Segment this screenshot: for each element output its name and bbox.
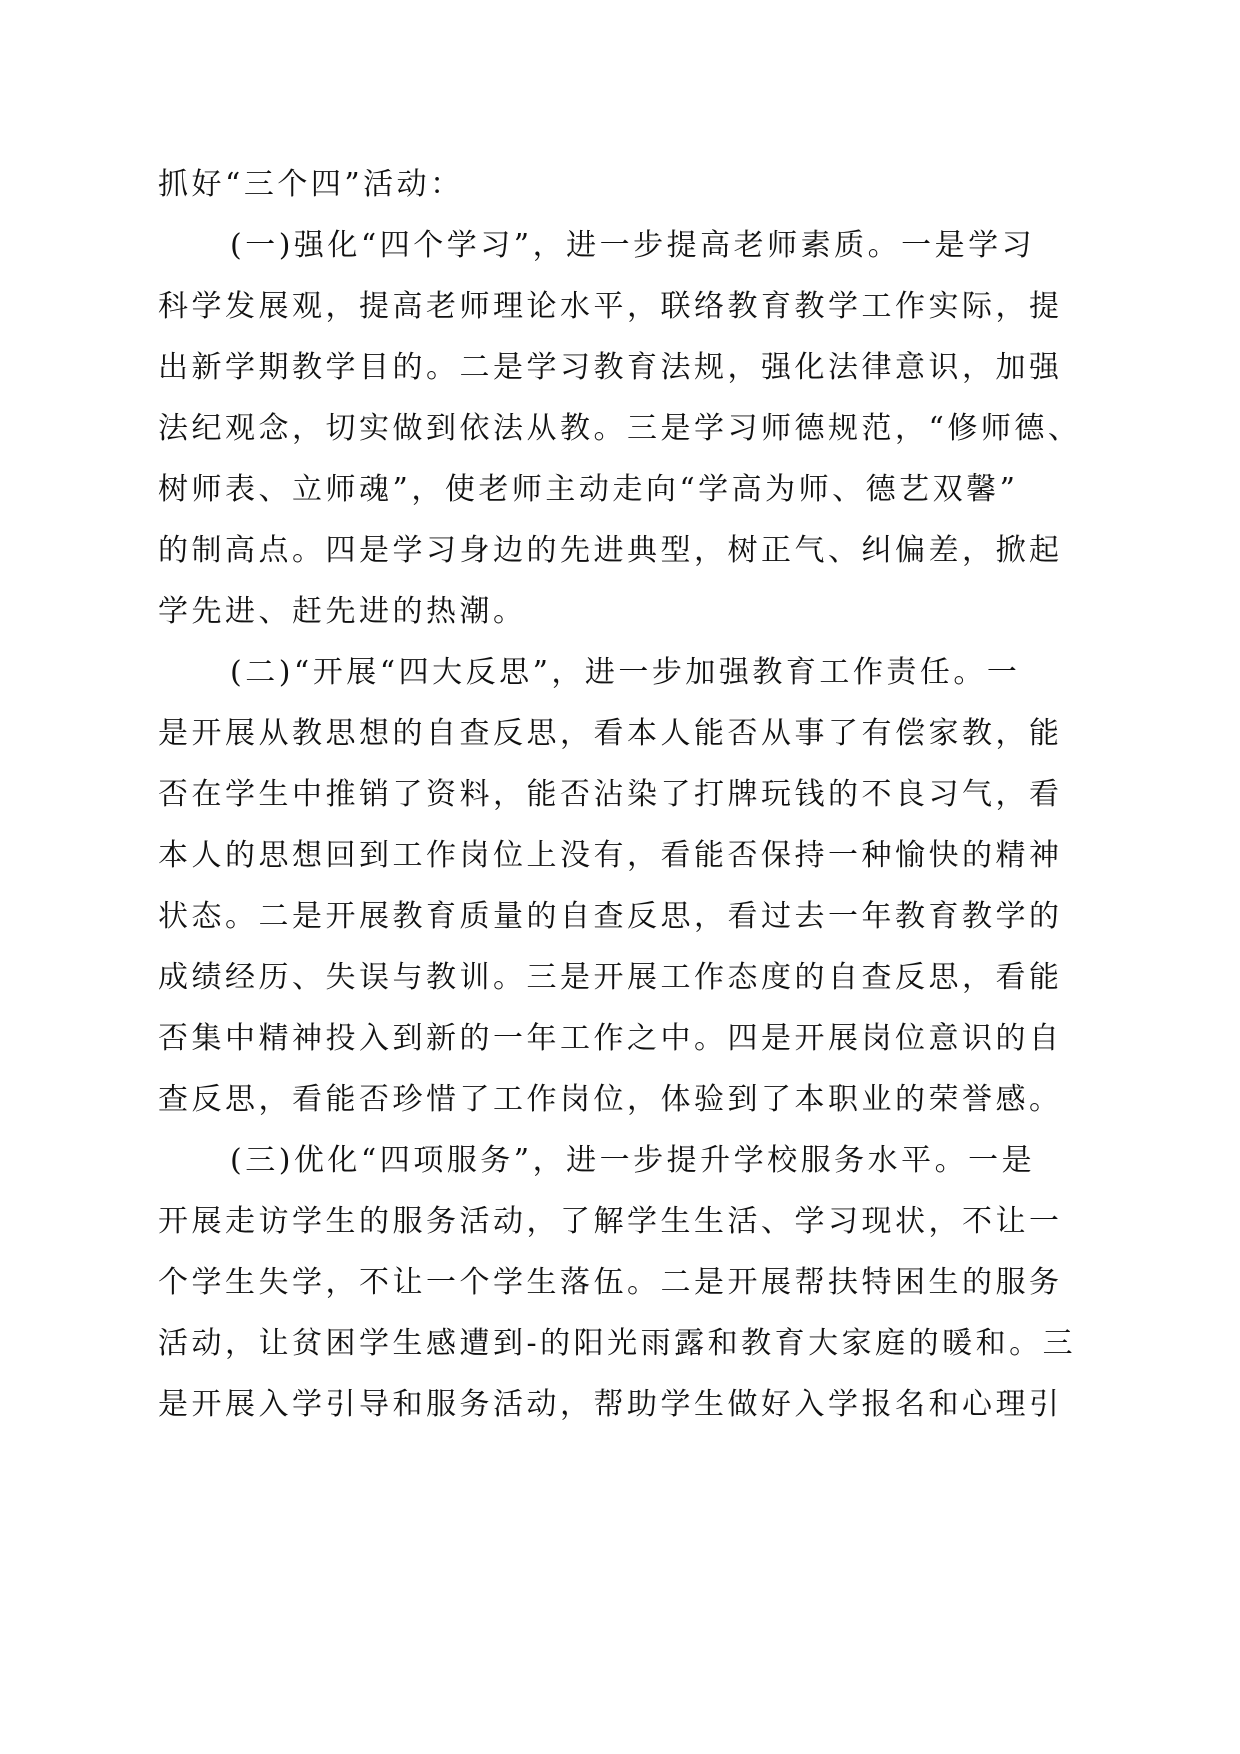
- text-line: 科学发展观，提高老师理论水平，联络教育教学工作实际，提: [158, 289, 1063, 324]
- text-line: 否在学生中推销了资料，能否沾染了打牌玩钱的不良习气，看: [158, 777, 1063, 812]
- text-line: (二)“开展“四大反思”，进一步加强教育工作责任。一: [230, 655, 1021, 690]
- text-line: 的制高点。四是学习身边的先进典型，树正气、纠偏差，掀起: [158, 533, 1063, 568]
- text-line: 状态。二是开展教育质量的自查反思，看过去一年教育教学的: [158, 899, 1063, 934]
- text-line: 活动，让贫困学生感遭到-的阳光雨露和教育大家庭的暖和。三: [158, 1326, 1077, 1361]
- text-line: 成绩经历、失误与教训。三是开展工作态度的自查反思，看能: [158, 960, 1063, 995]
- text-line: 个学生失学，不让一个学生落伍。二是开展帮扶特困生的服务: [158, 1265, 1063, 1300]
- text-line: 本人的思想回到工作岗位上没有，看能否保持一种愉快的精神: [158, 838, 1063, 873]
- text-line: 树师表、立师魂”，使老师主动走向“学高为师、德艺双馨”: [158, 472, 1019, 507]
- text-line: 抓好“三个四”活动：: [158, 167, 464, 202]
- text-line: 出新学期教学目的。二是学习教育法规，强化法律意识，加强: [158, 350, 1063, 385]
- text-line: (三)优化“四项服务”，进一步提升学校服务水平。一是: [230, 1143, 1036, 1178]
- text-line: 法纪观念，切实做到依法从教。三是学习师德规范，“修师德、: [158, 411, 1082, 446]
- text-line: 否集中精神投入到新的一年工作之中。四是开展岗位意识的自: [158, 1021, 1063, 1056]
- paragraph-1: [158, 215, 1098, 642]
- text-line: 查反思，看能否珍惜了工作岗位，体验到了本职业的荣誉感。: [158, 1082, 1063, 1117]
- paragraph-3: [158, 1130, 1098, 1435]
- text-line: 是开展入学引导和服务活动，帮助学生做好入学报名和心理引: [158, 1387, 1063, 1422]
- text-line: (一)强化“四个学习”，进一步提高老师素质。一是学习: [230, 228, 1036, 263]
- text-line: 开展走访学生的服务活动，了解学生生活、学习现状，不让一: [158, 1204, 1063, 1239]
- text-line: 学先进、赶先进的热潮。: [158, 594, 527, 629]
- paragraph-intro: [158, 154, 1098, 215]
- text-line: 是开展从教思想的自查反思，看本人能否从事了有偿家教，能: [158, 716, 1063, 751]
- body-text: [158, 154, 1098, 1435]
- paragraph-2: [158, 642, 1098, 1130]
